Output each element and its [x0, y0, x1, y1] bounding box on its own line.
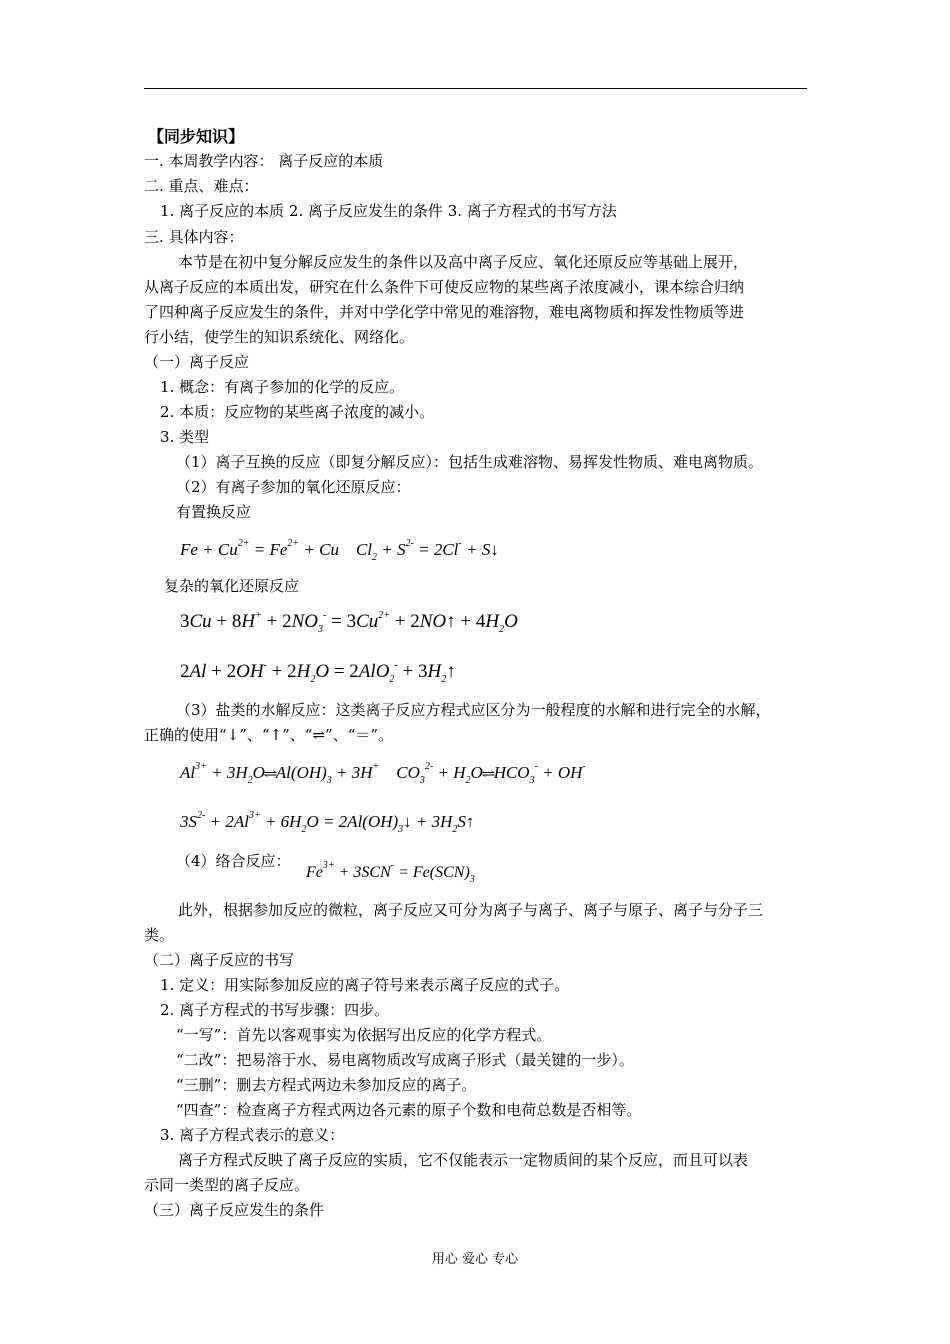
text-line: 二. 重点、难点：: [144, 177, 259, 195]
text-line: （2）有离子参加的氧化还原反应：: [176, 478, 411, 496]
equation-complete-hydrolysis: $3S^{2-} + 2Al^{3+} + 6H_2O$ = $2Al(OH)_3↓$ + $3H_2S↑$: [180, 810, 475, 835]
text-line: 1. 定义：用实际参加反应的离子符号来表示离子反应的式子。: [160, 976, 570, 994]
paragraph-line: 本节是在初中复分解反应发生的条件以及高中离子反应、氧化还原反应等基础上展开，: [178, 253, 749, 271]
text-line: （3）盐类的水解反应：这类离子反应方程式应区分为一般程度的水解和进行完全的水解，: [176, 701, 771, 719]
paragraph-line: 了四种离子反应发生的条件，并对中学化学中常见的难溶物，难电离物质和挥发性物质等进: [144, 303, 745, 321]
text-line: “三删”：删去方程式两边未参加反应的离子。: [176, 1076, 477, 1094]
text-line: 1. 离子反应的本质 2. 离子反应发生的条件 3. 离子方程式的书写方法: [160, 202, 617, 220]
text-line: “二改”：把易溶于水、易电离物质改写成离子形式（最关键的一步）。: [176, 1051, 634, 1069]
paragraph-line: 从离子反应的本质出发，研究在什么条件下可使反应物的某些离子浓度减小，课本综合归纳: [144, 278, 745, 296]
page-footer: 用心 爱心 专心: [431, 1252, 519, 1267]
text-line: 2. 本质：反应物的某些离子浓度的减小。: [160, 403, 435, 421]
paragraph-line: 离子方程式反映了离子反应的实质，它不仅能表示一定物质间的某个反应，而且可以表: [178, 1151, 749, 1169]
text-line: 2. 离子方程式的书写步骤：四步。: [160, 1001, 390, 1019]
equation-displacement: $Fe + Cu^{2+} = Fe^{2+} + Cu$ $Cl_2 + S^{2-} = 2Cl^-$ + S↓: [180, 538, 499, 563]
text-line: 1. 概念：有离子参加的化学的反应。: [160, 378, 405, 396]
paragraph-line: 行小结，使学生的知识系统化、网络化。: [144, 328, 415, 346]
header-rule: [144, 88, 807, 89]
text-line: 3. 离子方程式表示的意义：: [160, 1126, 345, 1144]
text-line: 复杂的氧化还原反应: [164, 577, 300, 595]
subsection-heading: （三）离子反应发生的条件: [144, 1201, 325, 1219]
text-line: 一. 本周教学内容： 离子反应的本质: [144, 152, 384, 170]
equation-copper-nitrate: $3Cu + 8H^+ + 2NO_3^- = 3Cu^{2+}$ + 2NO↑ + $4H_2O$: [180, 610, 518, 635]
paragraph-line: 类。: [144, 926, 175, 944]
section-title: 【同步知识】: [148, 127, 245, 146]
text-line: （1）离子互换的反应（即复分解反应）：包括生成难溶物、易挥发性物质、难电离物质。: [176, 453, 764, 471]
equation-hydrolysis: $Al^{3+}$ + $3H_2O\rightleftharpoons Al(OH)_3 + 3H^+$ $CO_3^{2-}$ + $H_2O\rightleftharpoons HCO_3^- + OH^-$: [180, 761, 586, 786]
text-line: “一写”：首先以客观事实为依据写出反应的化学方程式。: [176, 1026, 552, 1044]
text-line: （4）络合反应：: [176, 852, 291, 870]
equation-complex: $Fe^{3+} + 3SCN^- = Fe(SCN)_3$: [306, 860, 475, 885]
subsection-heading: （一）离子反应: [144, 353, 250, 371]
text-line: 正确的使用“↓”、“↑”、“⇌”、“＝”。: [144, 726, 394, 744]
subsection-heading: （二）离子反应的书写: [144, 951, 295, 969]
text-line: 3. 类型: [160, 428, 210, 446]
equation-aluminum: $2Al + 2OH^- + 2H_2O = 2AlO_2^-$ + $3H_2↑$: [180, 660, 456, 685]
paragraph-line: 示同一类型的离子反应。: [144, 1176, 310, 1194]
paragraph-line: 此外，根据参加反应的微粒，离子反应又可分为离子与离子、离子与原子、离子与分子三: [178, 901, 764, 919]
text-line: 三. 具体内容：: [144, 228, 244, 246]
text-line: “四查”：检查离子方程式两边各元素的原子个数和电荷总数是否相等。: [176, 1101, 642, 1119]
text-line: 有置换反应: [176, 503, 252, 521]
